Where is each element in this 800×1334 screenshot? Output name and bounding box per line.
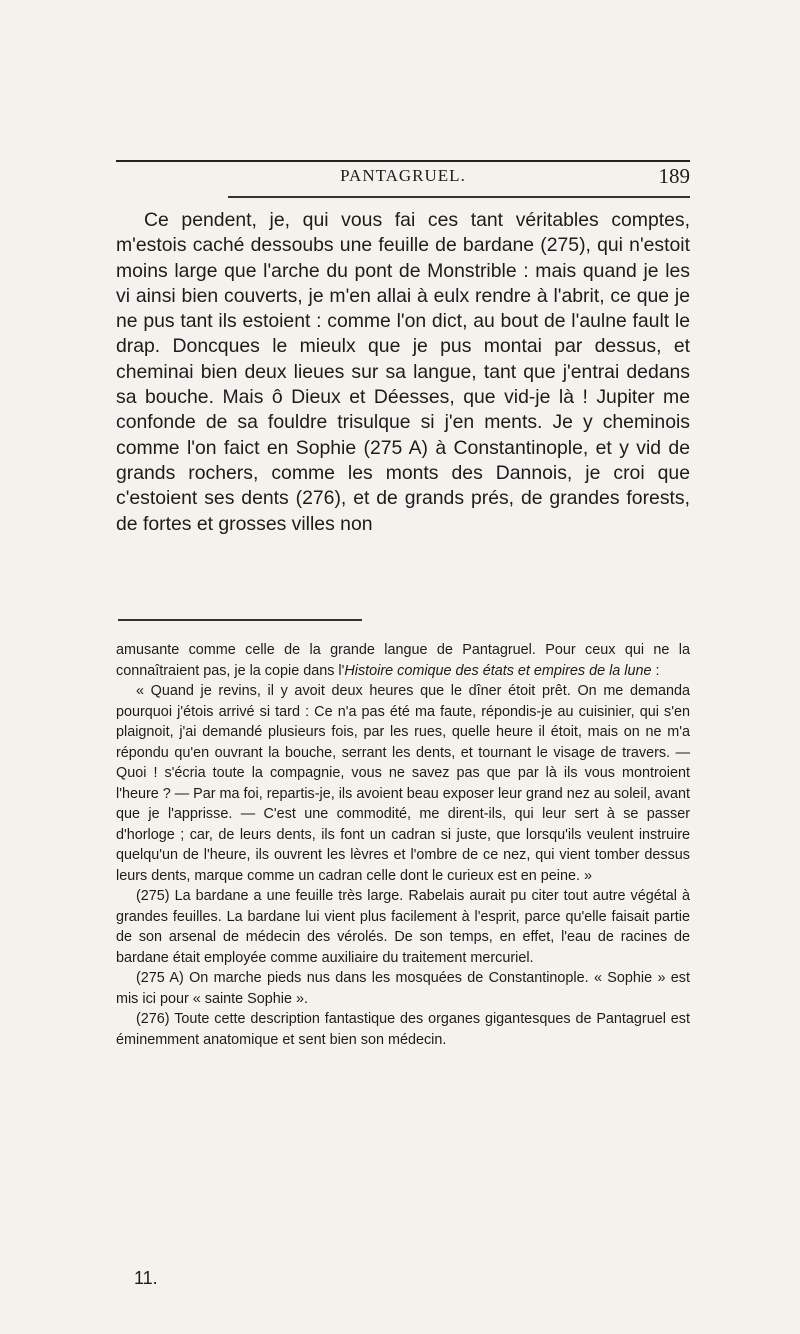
note-intro-book-title: Histoire comique des états et empires de la lune bbox=[344, 662, 652, 679]
note-intro-colon: : bbox=[651, 662, 660, 679]
page-number: 189 bbox=[658, 164, 690, 188]
top-rule bbox=[116, 160, 690, 162]
running-head bbox=[116, 164, 690, 194]
note-276: (276) Toute cette description fantastique des organes gigantesques de Pantagruel est éminemment anatomique et sent bien son médecin. bbox=[116, 1011, 690, 1048]
header-rule bbox=[228, 196, 690, 198]
note-intro bbox=[116, 640, 690, 681]
note-quote: « Quand je revins, il y avoit deux heures que le dîner étoit prêt. On me demanda pourquoi j'étois arrivé si tard : Ce n'a pas été ma faute, répondis-je au cuisinier, qui s'en plaignoit, j'ai demandé plusieurs fois, par les rues, quelle heure il étoit, mais on ne m'a répondu qu'en ouvrant la bouche, serrant les dents, et tournant le visage de travers. — Quoi ! s'écria toute la compagnie, vous ne savez pas que par là ils vous montroient l'heure ? — Par ma foi, repartis-je, ils avoient beau exposer leur grand nez au soleil, avant que je l'apprisse. — C'est une commodité, me dirent-ils, qui leur sert à se passer d'horloge ; car, de leurs dents, ils font un cadran si juste, que lorsqu'ils veulent instruire quelqu'un de l'heure, ils ouvrent les lèvres et l'ombre de ce nez, qui vient tomber dessus leurs dents, marque comme un cadran celle dont le curieux est en peine. » bbox=[116, 683, 690, 884]
note-275a: (275 A) On marche pieds nus dans les mosquées de Constantinople. « Sophie » est mis ici pour « sainte Sophie ». bbox=[116, 970, 690, 1007]
footnotes bbox=[116, 640, 690, 1050]
signature-mark: 11. bbox=[134, 1268, 158, 1288]
running-title: PANTAGRUEL. bbox=[340, 166, 466, 185]
note-intro-text: amusante comme celle de la grande langue de Pantagruel. Pour ceux qui ne la connaîtraient pas, je la copie dans l' bbox=[116, 642, 690, 679]
footnote-rule bbox=[118, 619, 362, 621]
main-paragraph: Ce pendent, je, qui vous fai ces tant véritables comptes, m'estois caché dessoubs une feuille de bardane (275), qui n'estoit moins large que l'arche du pont de Monstrible : mais quand je les vi ainsi bien couverts, je m'en allai à eulx rendre à l'abrit, ce que je ne pus tant ils estoient : comme l'on dict, au bout de l'aulne fault le drap. Doncques le mieulx que je pus montai par dessus, et cheminai bien deux lieues sur sa langue, tant que j'entrai dedans sa bouche. Mais ô Dieux et Déesses, que vid-je là ! Jupiter me confonde de sa fouldre trisulque si j'en ments. Je y cheminois comme l'on faict en Sophie (275 A) à Constantinople, et y vid de grands rochers, comme les monts des Dannois, je croi que c'estoient ses dents (276), et de grands prés, de grandes forests, de fortes et grosses villes non bbox=[116, 209, 690, 535]
note-275: (275) La bardane a une feuille très large. Rabelais aurait pu citer tout autre végétal à grandes feuilles. La bardane lui vient plus facilement à l'esprit, parce qu'elle faisait partie de son arsenal de médecin des vérolés. De son temps, en effet, l'eau de racines de bardane était employée comme auxiliaire du traitement mercuriel. bbox=[116, 888, 690, 966]
